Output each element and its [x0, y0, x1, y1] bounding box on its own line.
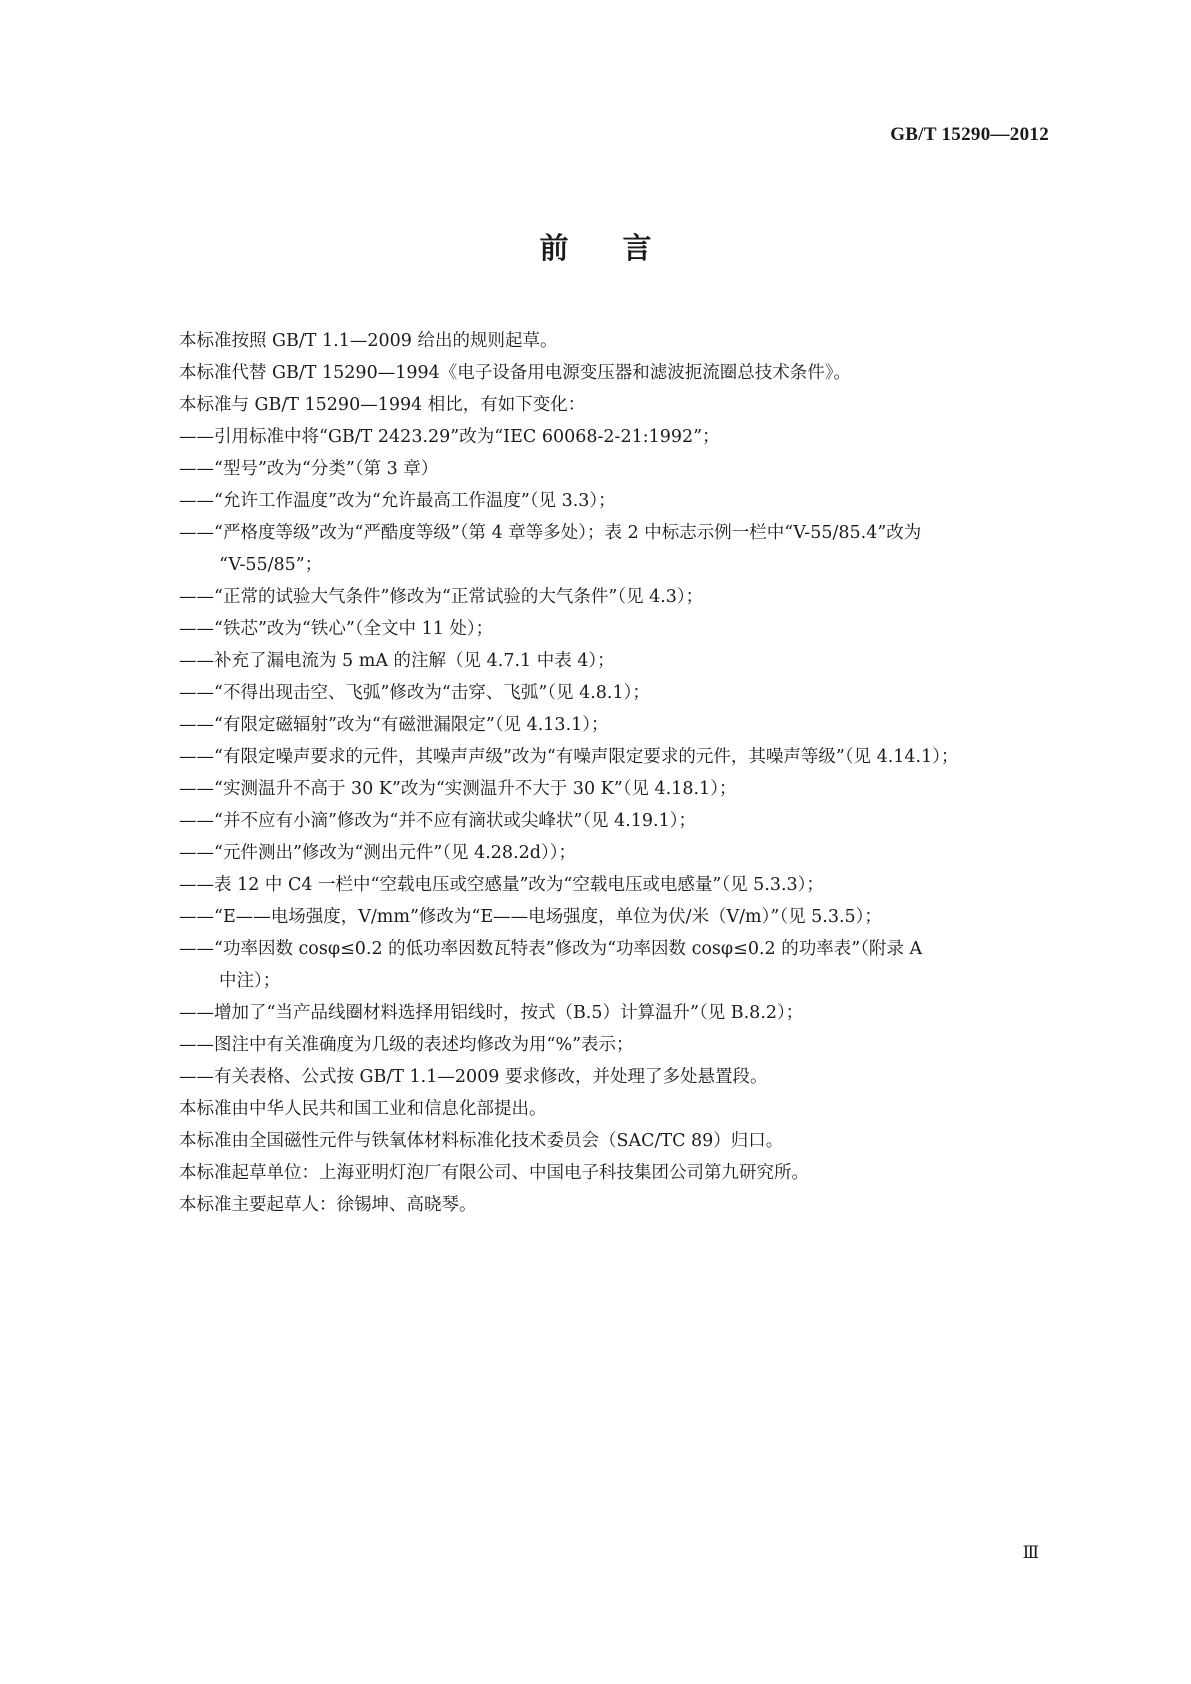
list-item-change: ——有关表格、公式按 GB/T 1.1—2009 要求修改，并处理了多处悬置段。 [179, 1067, 768, 1087]
list-item-change: ——增加了“当产品线圈材料选择用铝线时，按式（B.5）计算温升”（见 B.8.2）； [179, 1003, 804, 1023]
list-item-change-continuation: “V-55/85”； [219, 555, 323, 575]
list-item-change: ——“E——电场强度，V/mm”修改为“E——电场强度，单位为伏/米（V/m）”（见 5.3.5）； [179, 907, 882, 927]
list-item-change: ——“严格度等级”改为“严酷度等级”（第 4 章等多处）；表 2 中标志示例一栏中“V-55/85.4”改为 [179, 523, 922, 543]
list-item-change: ——“有限定噪声要求的元件，其噪声声级”改为“有噪声限定要求的元件，其噪声等级”（见 4.14.1）； [179, 747, 959, 767]
list-item-change: ——引用标准中将“GB/T 2423.29”改为“IEC 60068-2-21:1992”； [179, 427, 720, 447]
list-item-change: ——图注中有关准确度为几级的表述均修改为用“%”表示； [179, 1035, 634, 1055]
list-item-change: ——“型号”改为“分类”（第 3 章） [179, 459, 439, 479]
standard-number: GB/T 15290—2012 [890, 124, 1049, 145]
list-item-change: ——“正常的试验大气条件”修改为“正常试验的大气条件”（见 4.3）； [179, 587, 704, 607]
list-item-change: ——“铁芯”改为“铁心”（全文中 11 处）； [179, 619, 494, 639]
page-number: Ⅲ [1022, 1543, 1039, 1562]
list-item-change: ——表 12 中 C4 一栏中“空载电压或空感量”改为“空载电压或电感量”（见 5.3.3）； [179, 875, 824, 895]
paragraph-drafting-rules: 本标准按照 GB/T 1.1—2009 给出的规则起草。 [179, 331, 558, 351]
list-item-change: ——“有限定磁辐射”改为“有磁泄漏限定”（见 4.13.1）； [179, 715, 609, 735]
page-title: 前言 [539, 231, 706, 265]
paragraph-drafting-units: 本标准起草单位：上海亚明灯泡厂有限公司、中国电子科技集团公司第九研究所。 [179, 1163, 809, 1183]
list-item-change: ——补充了漏电流为 5 mA 的注解（见 4.7.1 中表 4）； [179, 651, 615, 671]
list-item-change: ——“并不应有小滴”修改为“并不应有滴状或尖峰状”（见 4.19.1）； [179, 811, 697, 831]
list-item-change: ——“允许工作温度”改为“允许最高工作温度”（见 3.3）； [179, 491, 616, 511]
list-item-change: ——“实测温升不高于 30 K”改为“实测温升不大于 30 K”（见 4.18.1）； [179, 779, 737, 799]
list-item-change-continuation: 中注）； [219, 971, 281, 991]
paragraph-committee: 本标准由全国磁性元件与铁氧体材料标准化技术委员会（SAC/TC 89）归口。 [179, 1131, 784, 1151]
paragraph-replaces: 本标准代替 GB/T 15290—1994《电子设备用电源变压器和滤波扼流圈总技术条件》。 [179, 363, 851, 383]
list-item-change: ——“不得出现击空、飞弧”修改为“击穿、飞弧”（见 4.8.1）； [179, 683, 650, 703]
list-item-change: ——“元件测出”修改为“测出元件”（见 4.28.2d））； [179, 843, 576, 863]
paragraph-proposer: 本标准由中华人民共和国工业和信息化部提出。 [179, 1099, 547, 1119]
paragraph-drafters: 本标准主要起草人：徐锡坤、高晓琴。 [179, 1195, 477, 1215]
paragraph-changes-intro: 本标准与 GB/T 15290—1994 相比，有如下变化： [179, 395, 586, 415]
list-item-change: ——“功率因数 cosφ≤0.2 的低功率因数瓦特表”修改为“功率因数 cosφ≤0.2 的功率表”（附录 A [179, 939, 923, 959]
